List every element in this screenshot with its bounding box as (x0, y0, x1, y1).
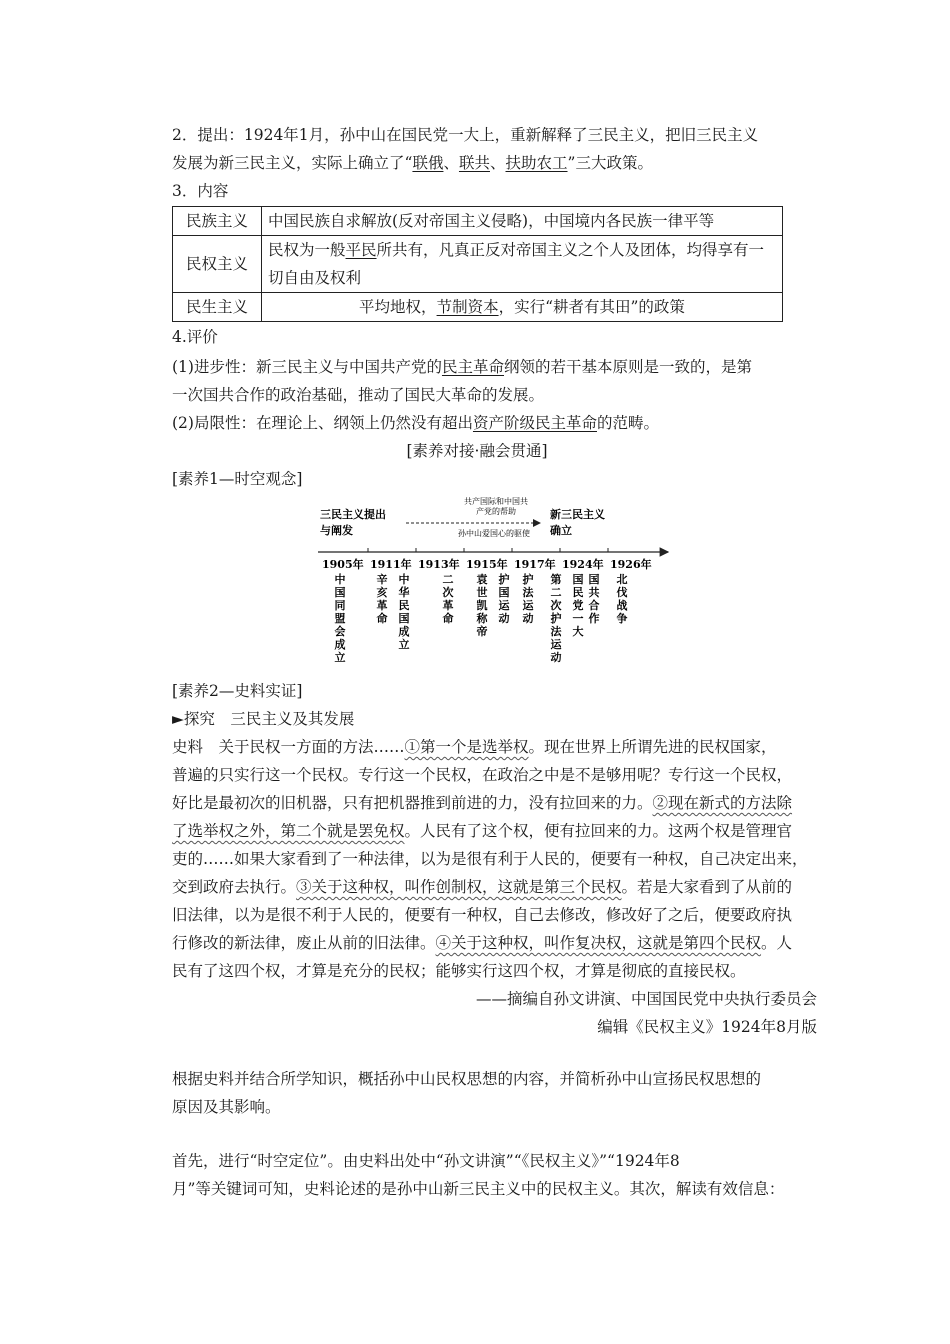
timeline-arrow-top-1: 共产国际和中国共 (464, 497, 528, 506)
timeline-event-label: 第二次护法运动 (550, 573, 562, 664)
source-line-9: 民有了这四个权，才算是充分的民权；能够实行这四个权，才算是彻底的直接民权。 (172, 962, 746, 980)
timeline-event-label: 护国运动 (498, 573, 510, 625)
timeline-diagram (318, 490, 678, 670)
limitation-line: (2)局限性：在理论上、纲领上仍然没有超出资产阶级民主革命的范畴。 (172, 414, 659, 432)
timeline-event-label: 国共合作 (588, 573, 600, 625)
table-row (173, 207, 783, 236)
policy-ussr: 联俄 (412, 154, 444, 172)
source-line-6: 交到政府去执行。③关于这种权，叫作创制权，这就是第三个民权。若是大家看到了从前的 (172, 878, 793, 896)
timeline-arrow-bottom: 孙中山爱国心的驱使 (458, 529, 530, 538)
timeline-event-label: 北伐战争 (616, 573, 628, 625)
source-line-5: 吏的……如果大家看到了一种法律，以为是很有利于人民的，便要有一种权，自己决定出来， (172, 850, 808, 868)
timeline-event-label: 护法运动 (522, 573, 534, 625)
suyang1-heading: [素养1—时空观念] (172, 470, 303, 488)
timeline-event-label: 中国同盟会成立 (334, 573, 346, 664)
timeline-left-label-1: 三民主义提出 (320, 508, 386, 521)
section2-line1: 2．提出：1924年1月，孙中山在国民党一大上，重新解释了三民主义，把旧三民主义 (172, 126, 759, 144)
section-bracket-title: [素养对接·融会贯通] (406, 442, 548, 460)
source-citation-1: ——摘编自孙文讲演、中国国民党中央执行委员会 (475, 990, 817, 1008)
table-row (173, 236, 783, 293)
row-desc: 民权为一般平民所共有，凡真正反对帝国主义之个人及团体，均得享有一切自由及权利 (262, 236, 783, 293)
timeline-year-label: 1924年 (562, 558, 604, 571)
timeline-left-label-2: 与阐发 (320, 524, 353, 537)
question-line-1: 根据史料并结合所学知识，概括孙中山民权思想的内容，并简析孙中山宣扬民权思想的 (172, 1070, 762, 1088)
timeline-right-label-1: 新三民主义 (550, 508, 605, 521)
timeline-events (335, 572, 629, 664)
timeline-svg (318, 490, 678, 670)
timeline-arrow-top-2: 产党的帮助 (476, 507, 516, 516)
timeline-year-label: 1905年 (322, 558, 364, 571)
timeline-event-label: 二次革命 (442, 573, 454, 625)
timeline-year-label: 1915年 (466, 558, 508, 571)
source-line-1: 史料 关于民权一方面的方法……①第一个是选举权。现在世界上所谓先进的民权国家， (172, 738, 777, 756)
table-row (173, 293, 783, 322)
answer-line-1: 首先，进行“时空定位”。由史料出处中“孙文讲演”“《民权主义》”“1924年8 (172, 1152, 680, 1170)
timeline-year-label: 1913年 (418, 558, 460, 571)
timeline-years (322, 557, 652, 571)
section2-line2: 发展为新三民主义，实际上确立了“联俄、联共、扶助农工”三大政策。 (172, 154, 653, 172)
progress-line1: (1)进步性：新三民主义与中国共产党的民主革命纲领的若干基本原则是一致的，是第 (172, 358, 752, 376)
policy-cpc: 联共 (458, 154, 490, 172)
timeline-event-label: 国民党一大 (572, 573, 584, 638)
source-citation-2: 编辑《民权主义》1924年8月版 (597, 1018, 817, 1036)
suyang2-heading: [素养2—史料实证] (172, 682, 303, 700)
row-name: 民权主义 (173, 236, 262, 293)
source-line-4: 了选举权之外，第二个就是罢免权。人民有了这个权，便有拉回来的力。这两个权是管理官 (172, 822, 793, 840)
triangle-marker-icon: ► (172, 710, 184, 728)
source-line-8: 行修改的新法律，废止从前的旧法律。④关于这种权，叫作复决权，这就是第四个民权。人 (172, 934, 793, 952)
policy-peasants: 扶助农工 (505, 154, 568, 172)
source-line-7: 旧法律，以为是很不利于人民的，便要有一种权，自己去修改，修改好了之后，便要政府执 (172, 906, 793, 924)
timeline-event-label: 辛亥革命 (376, 573, 388, 625)
source-line-2: 普遍的只实行这一个民权。专行这一个民权，在政治之中是不是够用呢？专行这一个民权， (172, 766, 793, 784)
timeline-event-label: 中华民国成立 (398, 573, 410, 651)
row-desc: 中国民族自求解放(反对帝国主义侵略)，中国境内各民族一律平等 (262, 207, 783, 236)
three-principles-table (172, 206, 783, 322)
timeline-right-label-2: 确立 (550, 524, 572, 537)
section3-heading: 3．内容 (172, 182, 229, 200)
timeline-year-label: 1917年 (514, 558, 556, 571)
explore-heading: ►探究 三民主义及其发展 (172, 710, 355, 728)
question-line-2: 原因及其影响。 (172, 1098, 281, 1116)
timeline-year-label: 1926年 (610, 558, 652, 571)
timeline-event-label: 袁世凯称帝 (476, 573, 488, 638)
section4-heading: 4.评价 (172, 328, 218, 346)
row-name: 民族主义 (173, 207, 262, 236)
progress-line2: 一次国共合作的政治基础，推动了国民大革命的发展。 (172, 386, 545, 404)
row-name: 民生主义 (173, 293, 262, 322)
row-desc: 平均地权，节制资本，实行“耕者有其田”的政策 (262, 293, 783, 322)
source-line-3: 好比是最初次的旧机器，只有把机器推到前进的力，没有拉回来的力。②现在新式的方法除 (172, 794, 793, 812)
answer-line-2: 月”等关键词可知，史料论述的是孙中山新三民主义中的民权主义。其次，解读有效信息： (172, 1180, 785, 1198)
timeline-year-label: 1911年 (370, 558, 412, 571)
